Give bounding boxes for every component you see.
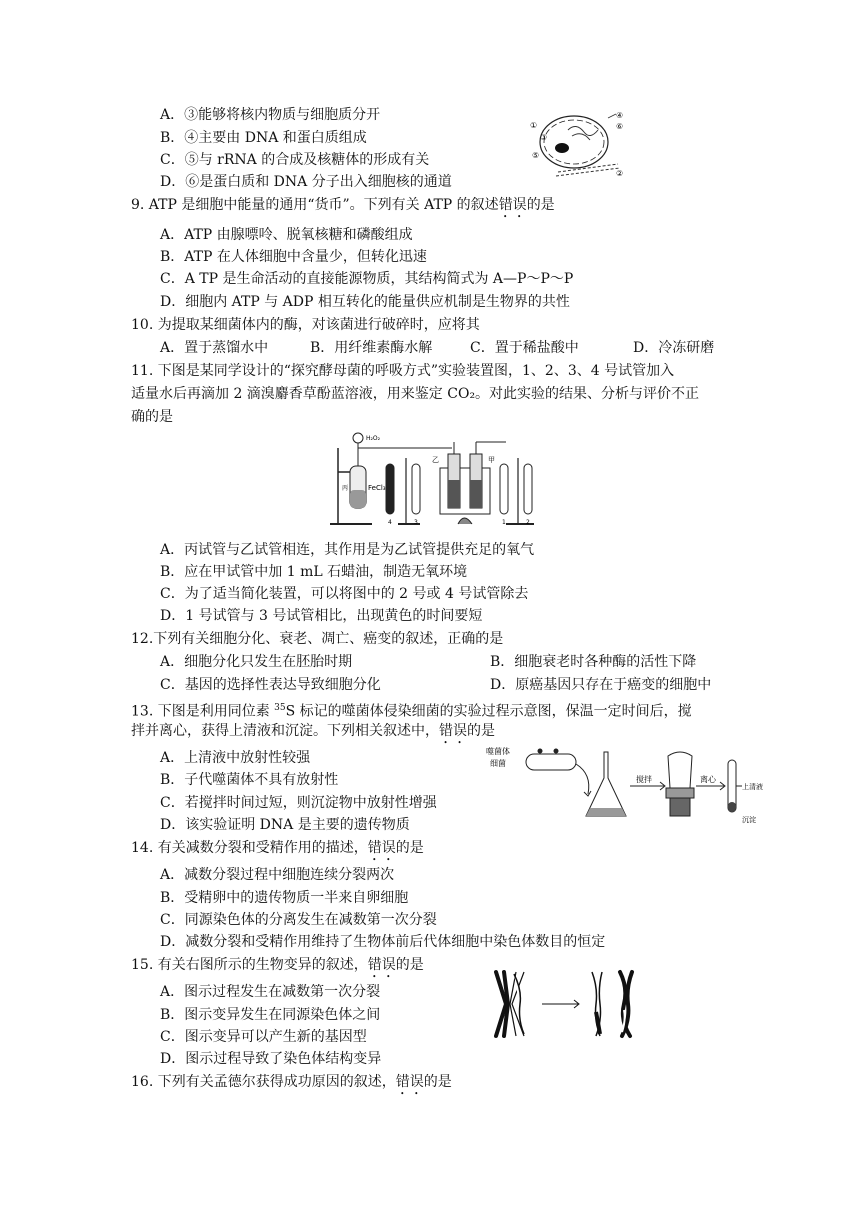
label-supernatant: 上清液 bbox=[742, 783, 763, 791]
label-fecl3: FeCl₃ bbox=[368, 484, 386, 492]
q9-stem: 9. ATP 是细胞中能量的通用“货币”。下列有关 ATP 的叙述错误的是 bbox=[131, 197, 555, 213]
label-bing: 丙 bbox=[342, 485, 349, 492]
q14-option-b: B．受精卵中的遗传物质一半来自卵细胞 bbox=[160, 890, 409, 906]
q11-stem-line2: 适量水后再滴加 2 滴溴麝香草酚蓝溶液，用来鉴定 CO₂。对此实验的结果、分析与评价不正 bbox=[131, 386, 700, 402]
q13-stem-line2: 拌并离心，获得上清液和沉淀。下列相关叙述中，错误的是 bbox=[131, 723, 495, 739]
q12-option-a: A．细胞分化只发生在胚胎时期 bbox=[160, 654, 353, 670]
q10-option-d: D．冷冻研磨 bbox=[633, 340, 715, 356]
q13-option-a: A．上清液中放射性较强 bbox=[160, 750, 311, 766]
q10-stem: 10. 为提取某细菌体内的酶，对该菌进行破碎时，应将其 bbox=[131, 317, 480, 333]
q8-option-a: A．③能够将核内物质与细胞质分开 bbox=[160, 107, 381, 123]
q10-option-c: C．置于稀盐酸中 bbox=[470, 340, 579, 356]
label-tube-4: 4 bbox=[388, 519, 392, 526]
label-tube-1: 1 bbox=[502, 519, 506, 526]
label-h2o2: H₂O₂ bbox=[366, 435, 381, 442]
label-3: ③ bbox=[540, 133, 548, 142]
label-sediment: 沉淀 bbox=[742, 816, 756, 824]
label-yi: 乙 bbox=[432, 456, 439, 464]
q14-stem: 14. 有关减数分裂和受精作用的描述，错误的是 bbox=[131, 840, 424, 856]
label-2: ② bbox=[616, 169, 624, 178]
q12-option-c: C．基因的选择性表达导致细胞分化 bbox=[160, 677, 381, 693]
q13-option-c: C．若搅拌时间过短，则沉淀物中放射性增强 bbox=[160, 795, 437, 811]
q11-option-b: B．应在甲试管中加 1 mL 石蜡油，制造无氧环境 bbox=[160, 564, 468, 580]
label-5: ⑤ bbox=[532, 151, 540, 160]
phage-infection-figure bbox=[480, 742, 763, 826]
q12-option-b: B．细胞衰老时各种酶的活性下降 bbox=[490, 654, 697, 670]
q8-option-d: D．⑥是蛋白质和 DNA 分子出入细胞核的通道 bbox=[160, 174, 452, 190]
label-6: ⑥ bbox=[616, 122, 624, 131]
q10-option-b: B．用纤维素酶水解 bbox=[310, 340, 433, 356]
label-1: ① bbox=[530, 121, 538, 130]
q9-option-c: C．A TP 是生命活动的直接能源物质，其结构简式为 A—P～P～P bbox=[160, 271, 574, 287]
q9-option-b: B．ATP 在人体细胞中含量少，但转化迅速 bbox=[160, 249, 427, 265]
label-phage: 噬菌体 bbox=[486, 747, 510, 756]
q11-option-a: A．丙试管与乙试管相连，其作用是为乙试管提供充足的氧气 bbox=[160, 542, 535, 558]
label-tube-3: 3 bbox=[414, 519, 418, 526]
q8-option-c: C．⑤与 rRNA 的合成及核糖体的形成有关 bbox=[160, 152, 430, 168]
q9-option-a: A．ATP 由腺嘌呤、脱氧核糖和磷酸组成 bbox=[160, 227, 413, 243]
q11-stem-line3: 确的是 bbox=[131, 409, 173, 425]
label-centrifuge: 离心 bbox=[700, 775, 716, 784]
label-jia: 甲 bbox=[488, 456, 495, 464]
q14-option-a: A．减数分裂过程中细胞连续分裂两次 bbox=[160, 867, 395, 883]
label-4: ④ bbox=[616, 111, 624, 120]
label-bacteria: 细菌 bbox=[490, 759, 506, 768]
label-stir: 搅拌 bbox=[636, 775, 652, 784]
q15-stem: 15. 有关右图所示的生物变异的叙述，错误的是 bbox=[131, 957, 424, 973]
q11-option-d: D．1 号试管与 3 号试管相比，出现黄色的时间要短 bbox=[160, 608, 483, 624]
q13-option-d: D．该实验证明 DNA 是主要的遗传物质 bbox=[160, 817, 410, 833]
q11-option-c: C．为了适当简化装置，可以将图中的 2 号或 4 号试管除去 bbox=[160, 586, 529, 602]
chromosome-crossover-figure bbox=[492, 970, 644, 1040]
q12-option-d: D．原癌基因只存在于癌变的细胞中 bbox=[490, 677, 712, 693]
nucleus-figure bbox=[528, 106, 628, 184]
q9-option-d: D．细胞内 ATP 与 ADP 相互转化的能量供应机制是生物界的共性 bbox=[160, 294, 570, 310]
q10-option-a: A．置于蒸馏水中 bbox=[160, 340, 269, 356]
q13-option-b: B．子代噬菌体不具有放射性 bbox=[160, 772, 339, 788]
q12-stem: 12.下列有关细胞分化、衰老、凋亡、癌变的叙述，正确的是 bbox=[131, 631, 504, 647]
label-tube-2: 2 bbox=[526, 519, 530, 526]
q15-option-d: D．图示过程导致了染色体结构变异 bbox=[160, 1051, 382, 1067]
q15-option-a: A．图示过程发生在减数第一次分裂 bbox=[160, 984, 381, 1000]
q8-option-b: B．④主要由 DNA 和蛋白质组成 bbox=[160, 130, 367, 146]
yeast-respiration-apparatus bbox=[328, 428, 538, 530]
q13-stem-line1: 13. 下图是利用同位素 $^{35}$S 标记的噬菌体侵染细菌的实验过程示意图，保温一定时间后，搅 bbox=[131, 703, 692, 720]
q14-option-d: D．减数分裂和受精作用维持了生物体前后代体细胞中染色体数目的恒定 bbox=[160, 934, 606, 950]
q15-option-b: B．图示变异发生在同源染色体之间 bbox=[160, 1007, 381, 1023]
q15-option-c: C．图示变异可以产生新的基因型 bbox=[160, 1029, 367, 1045]
q11-stem-line1: 11. 下图是某同学设计的“探究酵母菌的呼吸方式”实验装置图，1、2、3、4 号试管加入 bbox=[131, 363, 675, 379]
q14-option-c: C．同源染色体的分离发生在减数第一次分裂 bbox=[160, 912, 437, 928]
q16-stem: 16. 下列有关孟德尔获得成功原因的叙述，错误的是 bbox=[131, 1074, 452, 1090]
